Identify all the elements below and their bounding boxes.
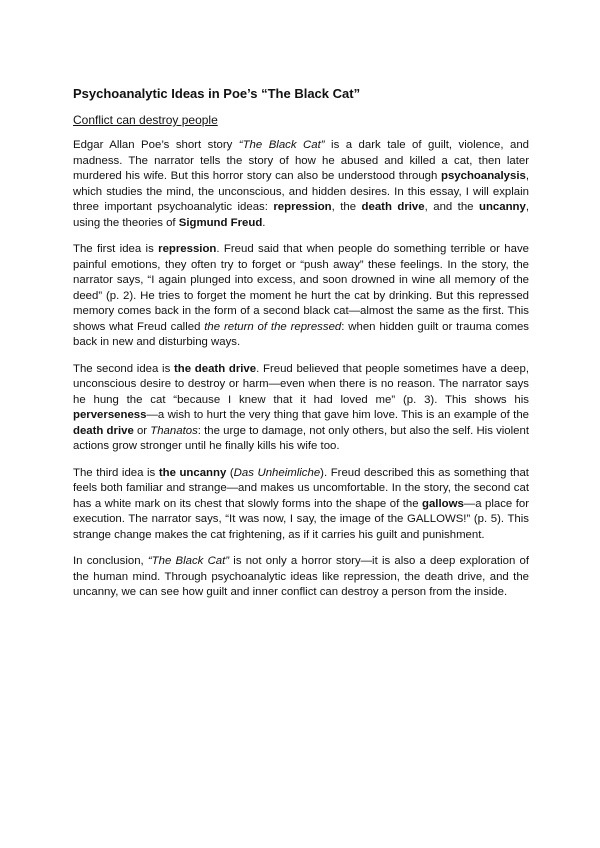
- paragraph-introduction: Edgar Allan Poe’s short story “The Black Cat” is a dark tale of guilt, violence, and madness. The narrator tells the story of how he abused and killed a cat, then later murdered his wife. But this horror story can also be understood through psychoanalysis, which studies the mind, the unconscious, and hidden desires. In this essay, I will explain three important psychoanalytic ideas: repression, the death drive, and the uncanny, using the theories of Sigmund Freud.: [73, 139, 530, 229]
- document-title: Psychoanalytic Ideas in Poe’s “The Black Cat”: [73, 86, 361, 101]
- paragraph-death-drive: The second idea is the death drive. Freud believed that people sometimes have a deep, unconscious desire to destroy or harm—even when there is no reason. The narrator says he hung the cat “because I knew that it had loved me” (p. 3). This shows his perverseness—a wish to hurt the very thing that gave him love. This is an example of the death drive or Thanatos: the urge to damage, not only others, but also the self. His violent actions grow stronger until he finally kills his wife too.: [73, 362, 529, 452]
- document-subtitle: Conflict can destroy people: [73, 113, 218, 127]
- paragraph-repression: The first idea is repression. Freud said that when people do something terrible or have painful emotions, they often try to forget or “push away” these feelings. In the story, the narrator says, “I again plunged into excess, and soon drowned in wine all memory of the deed” (p. 2). He tries to forget the moment he hurt the cat by drinking. But this repressed memory comes back in the form of a second black cat—almost the same as the first. This shows what Freud called the return of the repressed: when hidden guilt or trauma comes back in new and disturbing ways.: [73, 243, 529, 348]
- document-body: [73, 86, 529, 612]
- paragraph-uncanny: The third idea is the uncanny (Das Unheimliche). Freud described this as something that feels both familiar and strange—and makes us uncomfortable. In the story, the second cat has a white mark on its chest that slowly forms into the shape of the gallows—a place for execution. The narrator says, “It was now, I say, the image of the GALLOWS!” (p. 5). This strange change makes the cat frightening, as if it carries his guilt and punishment.: [73, 466, 529, 541]
- paragraph-conclusion: In conclusion, “The Black Cat” is not only a horror story—it is also a deep exploration of the human mind. Through psychoanalytic ideas like repression, the death drive, and the uncanny, we can see how guilt and inner conflict can destroy a person from the inside.: [73, 555, 529, 598]
